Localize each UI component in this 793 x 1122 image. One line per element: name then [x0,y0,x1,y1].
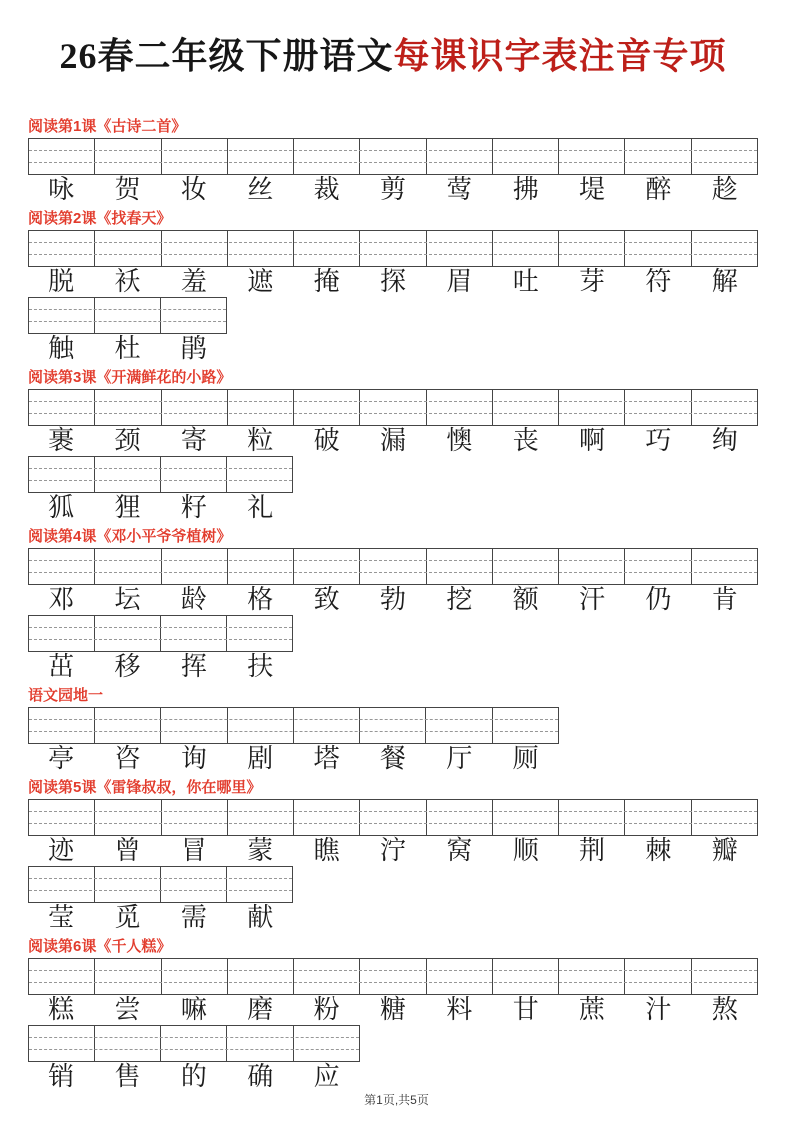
character: 莺 [446,175,473,204]
character: 餐 [379,744,406,773]
character: 移 [114,652,141,681]
character: 符 [645,267,672,296]
pinyin-guide-line [29,254,757,255]
pinyin-guide-line [29,572,757,573]
character: 觅 [114,903,141,932]
character: 狐 [48,493,75,522]
section-header: 阅读第4课《邓小平爷爷植树》 [28,528,232,545]
character: 剪 [379,175,406,204]
pinyin-cell [294,800,360,835]
pinyin-writing-grid [28,958,758,995]
pinyin-cell [95,298,161,333]
pinyin-cell [162,231,228,266]
character: 堤 [579,175,606,204]
pinyin-cell [227,1026,293,1061]
pinyin-writing-grid [28,866,293,903]
character: 颈 [114,426,141,455]
pinyin-guide-line [29,982,757,983]
pinyin-writing-grid [28,389,758,426]
character: 嘛 [180,995,207,1024]
pinyin-cell [493,959,559,994]
character: 仍 [645,585,672,614]
pinyin-cell [29,298,95,333]
character: 咏 [48,175,75,204]
character: 熬 [711,995,738,1024]
pinyin-cell [161,1026,227,1061]
pinyin-guide-line [29,468,292,469]
character: 粒 [247,426,274,455]
pinyin-cell [162,139,228,174]
character: 挥 [180,652,207,681]
character: 袄 [114,267,141,296]
character: 蔗 [579,995,606,1024]
pinyin-cell [161,616,227,651]
pinyin-cell [29,1026,95,1061]
character: 裁 [313,175,340,204]
pinyin-cell [294,549,360,584]
character: 绚 [711,426,738,455]
pinyin-writing-grid [28,1025,360,1062]
character: 啊 [579,426,606,455]
pinyin-cell [95,959,161,994]
character-row [28,268,758,295]
pinyin-cell [29,616,95,651]
character: 迹 [48,836,75,865]
character: 杜 [114,334,141,363]
character: 塔 [313,744,340,773]
pinyin-cell [625,959,691,994]
pinyin-cell [692,549,757,584]
character: 棘 [645,836,672,865]
character: 瞧 [313,836,340,865]
section-header: 阅读第3课《开满鲜花的小路》 [28,369,232,386]
character: 泞 [379,836,406,865]
character: 丝 [247,175,274,204]
pinyin-writing-grid [28,138,758,175]
pinyin-guide-line [29,480,292,481]
pinyin-cell [95,800,161,835]
character: 坛 [114,585,141,614]
character: 掩 [313,267,340,296]
character: 妆 [180,175,207,204]
pinyin-cell [95,708,161,743]
character: 需 [180,903,207,932]
pinyin-cell [692,390,757,425]
pinyin-cell [426,708,492,743]
pinyin-cell [493,708,558,743]
character: 扶 [247,652,274,681]
character: 咨 [114,744,141,773]
character: 厕 [512,744,539,773]
character: 籽 [180,493,207,522]
character: 芽 [579,267,606,296]
pinyin-cell [95,231,161,266]
character: 致 [313,585,340,614]
character: 粉 [313,995,340,1024]
pinyin-cell [493,390,559,425]
page-number: 第1页,共5页 [364,1093,429,1107]
sections-container [28,118,758,1090]
character: 冒 [180,836,207,865]
character: 邓 [48,585,75,614]
lesson-section [28,210,758,362]
character: 应 [313,1062,340,1091]
character-row [28,996,758,1023]
character-row [28,1063,758,1090]
character: 巧 [645,426,672,455]
character: 荆 [579,836,606,865]
character-row [28,176,758,203]
character: 料 [446,995,473,1024]
character: 销 [48,1062,75,1091]
pinyin-cell [625,231,691,266]
pinyin-cell [427,390,493,425]
pinyin-guide-line [29,560,757,561]
lesson-section [28,938,758,1090]
pinyin-cell [161,708,227,743]
character: 剧 [247,744,274,773]
pinyin-cell [95,390,161,425]
character: 触 [48,334,75,363]
character: 额 [512,585,539,614]
pinyin-cell [228,959,294,994]
lesson-section [28,687,758,772]
character: 蒙 [247,836,274,865]
character: 汁 [645,995,672,1024]
pinyin-cell [559,139,625,174]
section-header: 阅读第2课《找春天》 [28,210,172,227]
pinyin-cell [29,139,95,174]
pinyin-cell [294,1026,359,1061]
pinyin-guide-line [29,878,292,879]
character: 丧 [512,426,539,455]
pinyin-cell [162,390,228,425]
pinyin-cell [559,959,625,994]
pinyin-cell [228,231,294,266]
section-header: 阅读第5课《雷锋叔叔，你在哪里》 [28,779,262,796]
pinyin-cell [493,800,559,835]
pinyin-cell [294,708,360,743]
pinyin-cell [29,867,95,902]
pinyin-writing-grid [28,615,293,652]
pinyin-cell [360,139,426,174]
character-row [28,904,758,931]
character-row [28,494,758,521]
pinyin-cell [493,139,559,174]
character-row [28,586,758,613]
pinyin-guide-line [29,413,757,414]
character: 寄 [180,426,207,455]
section-header: 阅读第1课《古诗二首》 [28,118,187,135]
pinyin-guide-line [29,242,757,243]
pinyin-cell [162,800,228,835]
character: 懊 [446,426,473,455]
pinyin-cell [95,457,161,492]
character: 莹 [48,903,75,932]
pinyin-cell [228,390,294,425]
pinyin-cell [29,231,95,266]
lesson-section [28,118,758,203]
pinyin-cell [360,959,426,994]
pinyin-writing-grid [28,230,758,267]
character: 裹 [48,426,75,455]
pinyin-cell [360,708,426,743]
pinyin-cell [427,549,493,584]
pinyin-cell [162,549,228,584]
character: 顺 [512,836,539,865]
pinyin-guide-line [29,321,226,322]
character: 糖 [379,995,406,1024]
pinyin-cell [228,800,294,835]
pinyin-cell [227,616,292,651]
character: 茁 [48,652,75,681]
pinyin-cell [625,549,691,584]
pinyin-writing-grid [28,707,559,744]
character: 甘 [512,995,539,1024]
pinyin-guide-line [29,1049,359,1050]
pinyin-cell [360,231,426,266]
pinyin-cell [625,139,691,174]
character: 的 [180,1062,207,1091]
character: 询 [180,744,207,773]
pinyin-cell [29,390,95,425]
pinyin-guide-line [29,823,757,824]
pinyin-guide-line [29,309,226,310]
character: 探 [379,267,406,296]
pinyin-cell [493,549,559,584]
character: 确 [247,1062,274,1091]
character: 狸 [114,493,141,522]
pinyin-guide-line [29,401,757,402]
lesson-section [28,528,758,680]
character: 脱 [48,267,75,296]
pinyin-cell [427,231,493,266]
character: 售 [114,1062,141,1091]
page-title-black-part: 26春二年级下册语文 [59,36,394,76]
pinyin-cell [294,959,360,994]
pinyin-cell [625,800,691,835]
pinyin-cell [427,800,493,835]
character: 龄 [180,585,207,614]
pinyin-guide-line [29,1037,359,1038]
pinyin-cell [29,800,95,835]
character-row [28,335,758,362]
character: 格 [247,585,274,614]
pinyin-writing-grid [28,548,758,585]
pinyin-cell [559,390,625,425]
character: 曾 [114,836,141,865]
pinyin-cell [294,231,360,266]
character: 贺 [114,175,141,204]
pinyin-writing-grid [28,799,758,836]
character: 吐 [512,267,539,296]
character: 献 [247,903,274,932]
lesson-section [28,369,758,521]
character: 羞 [180,267,207,296]
character-row [28,427,758,454]
pinyin-cell [29,549,95,584]
pinyin-cell [95,867,161,902]
pinyin-writing-grid [28,456,293,493]
pinyin-cell [227,457,292,492]
pinyin-cell [161,457,227,492]
character: 礼 [247,493,274,522]
character-row [28,653,758,680]
character: 厅 [446,744,473,773]
character: 磨 [247,995,274,1024]
pinyin-cell [493,231,559,266]
pinyin-guide-line [29,719,558,720]
character: 肯 [711,585,738,614]
page-title [28,34,758,78]
pinyin-cell [692,139,757,174]
pinyin-cell [29,959,95,994]
pinyin-cell [692,800,757,835]
pinyin-cell [294,139,360,174]
character: 遮 [247,267,274,296]
pinyin-guide-line [29,150,757,151]
character: 挖 [446,585,473,614]
character: 汗 [579,585,606,614]
page-title-red-part: 每课识字表注音专项 [393,36,727,76]
pinyin-cell [228,549,294,584]
pinyin-guide-line [29,627,292,628]
pinyin-guide-line [29,970,757,971]
pinyin-cell [427,959,493,994]
character: 亭 [48,744,75,773]
pinyin-cell [95,1026,161,1061]
pinyin-cell [360,800,426,835]
character: 醉 [645,175,672,204]
pinyin-cell [95,139,161,174]
pinyin-cell [559,549,625,584]
character: 瓣 [711,836,738,865]
pinyin-cell [692,959,757,994]
pinyin-cell [161,298,226,333]
character: 鹃 [180,334,207,363]
character: 眉 [446,267,473,296]
character: 破 [313,426,340,455]
character: 尝 [114,995,141,1024]
character: 糕 [48,995,75,1024]
pinyin-cell [161,867,227,902]
pinyin-guide-line [29,811,757,812]
character-row [28,837,758,864]
pinyin-cell [228,139,294,174]
pinyin-writing-grid [28,297,227,334]
pinyin-cell [559,231,625,266]
pinyin-cell [227,867,292,902]
pinyin-cell [360,390,426,425]
pinyin-cell [559,800,625,835]
pinyin-guide-line [29,639,292,640]
section-header: 语文园地一 [28,687,104,704]
section-header: 阅读第6课《千人糕》 [28,938,172,955]
character: 窝 [446,836,473,865]
pinyin-cell [228,708,294,743]
pinyin-cell [95,549,161,584]
character: 漏 [379,426,406,455]
pinyin-guide-line [29,890,292,891]
pinyin-cell [294,390,360,425]
pinyin-cell [360,549,426,584]
character: 拂 [512,175,539,204]
pinyin-cell [162,959,228,994]
character: 解 [711,267,738,296]
pinyin-cell [692,231,757,266]
pinyin-cell [29,457,95,492]
character: 趁 [711,175,738,204]
pinyin-cell [29,708,95,743]
pinyin-guide-line [29,162,757,163]
lesson-section [28,779,758,931]
character-row [28,745,758,772]
pinyin-guide-line [29,731,558,732]
pinyin-cell [427,139,493,174]
character: 勃 [379,585,406,614]
pinyin-cell [95,616,161,651]
pinyin-cell [625,390,691,425]
